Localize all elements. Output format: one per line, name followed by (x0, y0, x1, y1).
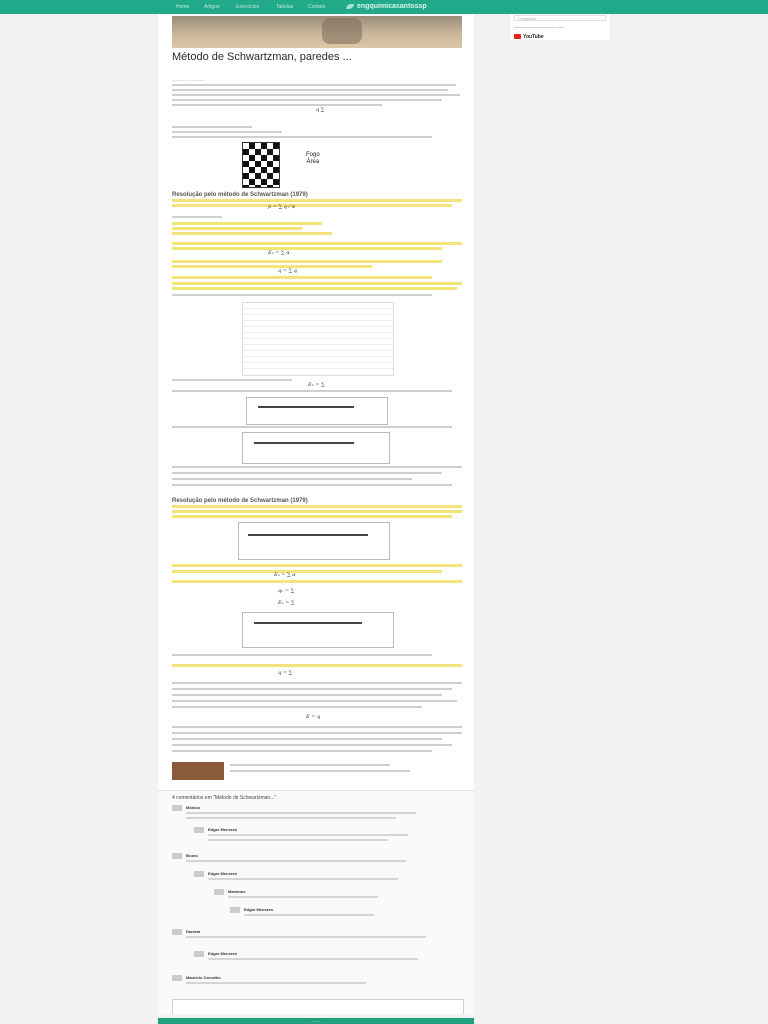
avatar (194, 951, 204, 957)
comment-author: Marianne (228, 889, 246, 894)
text-line (172, 694, 442, 696)
text-line (172, 744, 452, 746)
figure-caption: Fogo Área (306, 152, 320, 165)
highlighted-text (172, 564, 462, 567)
highlighted-text (172, 199, 462, 202)
comment-author: Edgar Menezes (208, 871, 238, 876)
hero-rock-shape (322, 18, 362, 44)
highlighted-text (172, 510, 462, 513)
highlighted-text (172, 664, 462, 667)
table-row (243, 363, 393, 369)
comment-author: Edgar Menezes (244, 907, 274, 912)
text-line (172, 682, 462, 684)
diagram-line (248, 534, 368, 536)
sidebar (510, 14, 610, 40)
text-line (172, 89, 448, 91)
text-line (172, 484, 452, 486)
nav-item-artigos[interactable]: Artigos (204, 4, 220, 10)
diagram-figure (242, 612, 394, 648)
comment-text (208, 878, 398, 880)
comment-author: Maurício Carvalho (186, 975, 221, 980)
formula: q = ∑ q (278, 268, 297, 274)
highlighted-text (172, 265, 372, 268)
article-title: Método de Schwartzman, paredes ... (172, 51, 352, 63)
nav-item-contato[interactable]: Contato (308, 4, 326, 10)
formula: Eₙ = ∑ (278, 600, 295, 606)
comment-text (228, 896, 378, 898)
fire-grid-figure (242, 142, 280, 188)
text-line (172, 84, 456, 86)
text-line (172, 390, 452, 392)
diagram-figure (242, 432, 390, 464)
article-meta: ———— ———— (172, 77, 206, 82)
text-line (172, 732, 462, 734)
avatar (230, 907, 240, 913)
youtube-link[interactable]: YouTube (514, 34, 544, 40)
highlighted-text (172, 204, 452, 207)
comment-text (186, 936, 426, 938)
text-line (172, 466, 462, 468)
highlighted-text (172, 260, 442, 263)
comment-text (186, 860, 406, 862)
text-line (172, 216, 222, 218)
formula: Eₙ = ∑ α (268, 250, 290, 256)
avatar (172, 975, 182, 981)
top-navigation-bar (0, 0, 768, 14)
section-heading: Resolução pelo método de Schwartzman (1979) (172, 498, 308, 504)
formula: Eₙ = ∑ (308, 382, 325, 388)
highlighted-text (172, 276, 432, 279)
article-container (158, 14, 474, 1014)
text-line (230, 764, 390, 766)
avatar (172, 805, 182, 811)
nav-item-tabelas[interactable]: Tabelas (276, 4, 294, 10)
formula: Eₙ = ∑ α (274, 572, 296, 578)
text-line (172, 688, 452, 690)
youtube-icon (514, 34, 521, 39)
avatar (194, 871, 204, 877)
comment-textarea[interactable] (172, 999, 464, 1014)
text-line (230, 770, 410, 772)
comments-section (158, 790, 474, 1014)
highlighted-text (172, 515, 452, 518)
text-line (172, 706, 422, 708)
comment-text (186, 812, 416, 814)
comment-text (186, 817, 396, 819)
text-line (172, 654, 432, 656)
diagram-line (258, 406, 354, 408)
footer: ——— (158, 1018, 474, 1024)
highlighted-text (172, 247, 442, 250)
text-line (172, 426, 452, 428)
hero-image (172, 16, 462, 48)
highlighted-text (172, 287, 457, 290)
comment-author: Edgar Menezes (208, 951, 238, 956)
text-line (172, 104, 382, 106)
highlighted-text (172, 570, 442, 573)
search-input[interactable]: Pesquisar (514, 15, 606, 21)
nav-item-home[interactable]: Home (176, 4, 190, 10)
diagram-figure (246, 397, 388, 425)
text-line (172, 99, 442, 101)
text-line (172, 126, 252, 128)
comment-text (208, 834, 408, 836)
highlighted-text (172, 232, 332, 235)
data-table (242, 302, 394, 376)
comments-title: 4 comentários em "Método de Schwartzman..." (172, 795, 277, 801)
formula: qₙ = ∑ (278, 588, 295, 594)
leaf-icon (346, 4, 354, 9)
comment-author: Bruno (186, 853, 198, 858)
text-line (172, 738, 442, 740)
text-line (172, 472, 442, 474)
text-line (172, 726, 462, 728)
text-line (172, 379, 292, 381)
comment-author: Daniela (186, 929, 201, 934)
avatar (172, 853, 182, 859)
highlighted-text (172, 282, 462, 285)
site-logo[interactable]: engquimicasantossp (346, 3, 427, 10)
formula: q = ∑ (278, 670, 293, 676)
comment-text (244, 914, 374, 916)
sidebar-text: —————— ———— —— (514, 24, 565, 29)
avatar (194, 827, 204, 833)
text-line (172, 700, 457, 702)
formula: q ∑ (316, 107, 325, 113)
text-line (172, 136, 432, 138)
comment-author: Edgar Menezes (208, 827, 238, 832)
text-line (172, 131, 282, 133)
comment-text (208, 839, 388, 841)
highlighted-text (172, 242, 462, 245)
formula: p = ∑ q / α (268, 204, 296, 210)
section-heading: Resolução pelo método de Schwartzman (1979) (172, 192, 308, 198)
text-line (172, 750, 432, 752)
comment-text (186, 982, 366, 984)
diagram-figure (238, 522, 390, 560)
highlighted-text (172, 505, 462, 508)
highlighted-text (172, 227, 302, 230)
text-line (172, 478, 412, 480)
avatar (172, 929, 182, 935)
highlighted-text (172, 222, 322, 225)
diagram-line (254, 442, 354, 444)
nav-item-exercicios[interactable]: Exercícios (236, 4, 260, 10)
diagram-line (254, 622, 362, 624)
comment-author: Mônica (186, 805, 200, 810)
avatar (214, 889, 224, 895)
highlighted-text (172, 580, 462, 583)
comment-text (208, 958, 418, 960)
formula: E = q (306, 714, 321, 720)
text-line (172, 94, 460, 96)
text-line (172, 294, 432, 296)
author-image (172, 762, 224, 780)
